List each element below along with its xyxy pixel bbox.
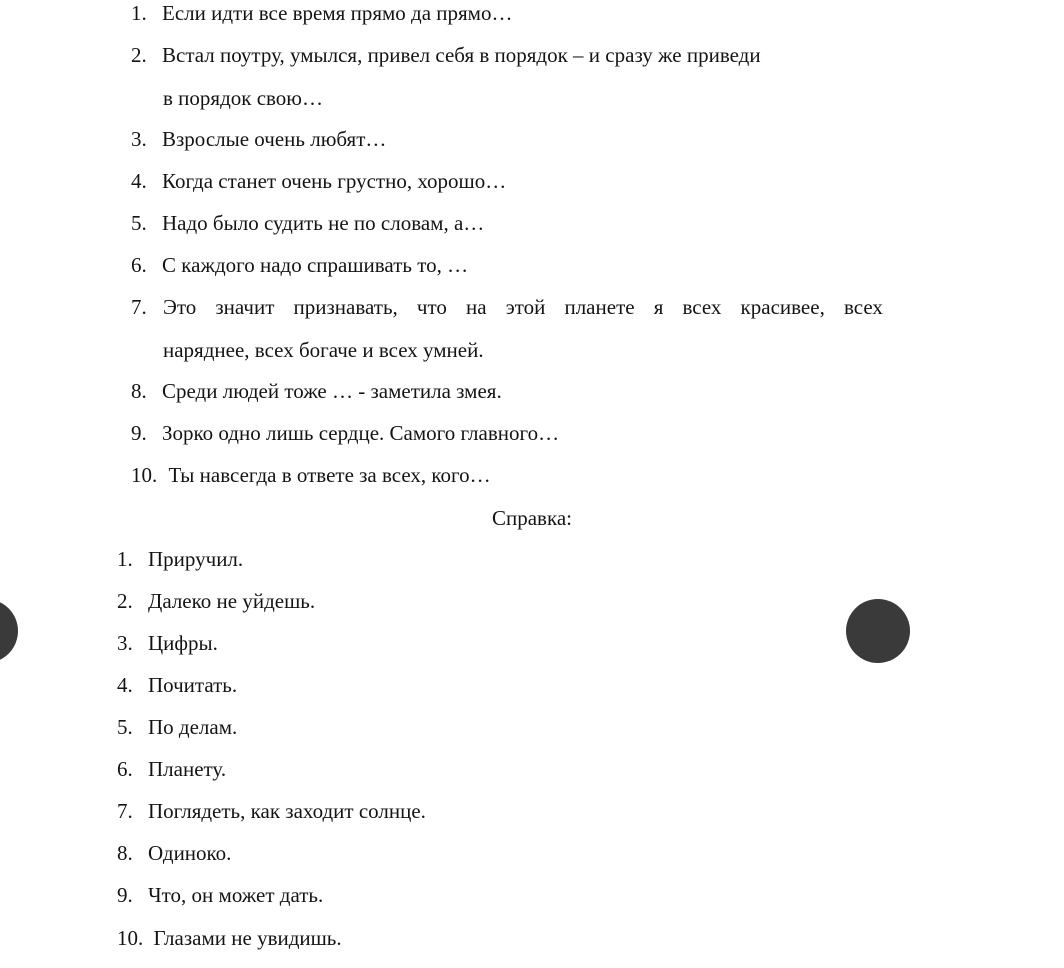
question-number-line — [131, 294, 147, 320]
answer-text: Далеко не уйдешь. — [148, 589, 316, 613]
question-item — [131, 42, 761, 68]
answer-item — [117, 630, 218, 656]
answer-text: Почитать. — [148, 673, 238, 697]
answer-item — [117, 882, 323, 908]
question-item — [131, 210, 484, 236]
question-text-justified — [163, 294, 883, 320]
answer-item — [117, 672, 237, 698]
answer-text: Поглядеть, как заходит солнце. — [148, 799, 426, 823]
answer-number: 4. — [117, 673, 133, 697]
answer-text: Глазами не увидишь. — [153, 926, 342, 950]
question-text: Взрослые очень любят… — [162, 127, 387, 151]
question-item — [131, 378, 502, 404]
answer-item — [117, 588, 315, 614]
question-word: я — [653, 295, 664, 319]
answer-number: 6. — [117, 757, 133, 781]
question-item — [131, 462, 491, 488]
question-text: Зорко одно лишь сердце. Самого главного… — [162, 421, 560, 445]
question-number: 4. — [131, 169, 147, 193]
question-number: 10. — [131, 463, 158, 487]
question-item — [131, 0, 512, 26]
answer-text: По делам. — [148, 715, 238, 739]
question-number: 7. — [131, 295, 147, 319]
question-word: красивее, — [740, 295, 825, 319]
question-number: 2. — [131, 43, 147, 67]
question-text: Встал поутру, умылся, привел себя в порядок – и сразу же приведи — [162, 43, 761, 67]
question-text: Если идти все время прямо да прямо… — [162, 1, 513, 25]
question-word: планете — [564, 295, 635, 319]
previous-button[interactable] — [0, 599, 18, 663]
answer-number: 10. — [117, 926, 144, 950]
question-item — [131, 420, 559, 446]
question-text: Надо было судить не по словам, а… — [162, 211, 485, 235]
answer-number: 2. — [117, 589, 133, 613]
question-continuation: наряднее, всех богаче и всех умней. — [163, 338, 484, 362]
question-number: 8. — [131, 379, 147, 403]
answer-item — [117, 840, 231, 866]
question-word: что — [416, 295, 447, 319]
answer-item — [117, 756, 226, 782]
question-text: С каждого надо спрашивать то, … — [162, 253, 469, 277]
question-word: значит — [215, 295, 275, 319]
answer-number: 7. — [117, 799, 133, 823]
answer-text: Планету. — [148, 757, 227, 781]
next-button[interactable] — [846, 599, 910, 663]
answer-item — [117, 798, 426, 824]
question-word: этой — [505, 295, 546, 319]
answer-text: Одиноко. — [148, 841, 232, 865]
answer-number: 3. — [117, 631, 133, 655]
answer-item — [117, 714, 237, 740]
question-word: признавать, — [293, 295, 398, 319]
answer-text: Приручил. — [148, 547, 244, 571]
question-number: 5. — [131, 211, 147, 235]
question-item — [131, 126, 386, 152]
question-word: Это — [163, 295, 197, 319]
reference-heading: Справка: — [491, 506, 573, 530]
answer-item — [117, 546, 243, 572]
question-word: всех — [843, 295, 883, 319]
answer-number: 9. — [117, 883, 133, 907]
question-number: 9. — [131, 421, 147, 445]
answer-number: 8. — [117, 841, 133, 865]
question-item — [131, 252, 468, 278]
question-number: 3. — [131, 127, 147, 151]
answer-text: Цифры. — [148, 631, 218, 655]
question-text: Ты навсегда в ответе за всех, кого… — [168, 463, 491, 487]
answer-item — [117, 925, 342, 951]
answer-number: 1. — [117, 547, 133, 571]
question-text: Среди людей тоже … - заметила змея. — [162, 379, 502, 403]
question-item — [131, 168, 506, 194]
answer-number: 5. — [117, 715, 133, 739]
question-word: всех — [682, 295, 722, 319]
question-number: 6. — [131, 253, 147, 277]
question-continuation: в порядок свою… — [163, 86, 323, 110]
answer-text: Что, он может дать. — [148, 883, 324, 907]
question-number: 1. — [131, 1, 147, 25]
question-text: Когда станет очень грустно, хорошо… — [162, 169, 507, 193]
question-word: на — [466, 295, 487, 319]
